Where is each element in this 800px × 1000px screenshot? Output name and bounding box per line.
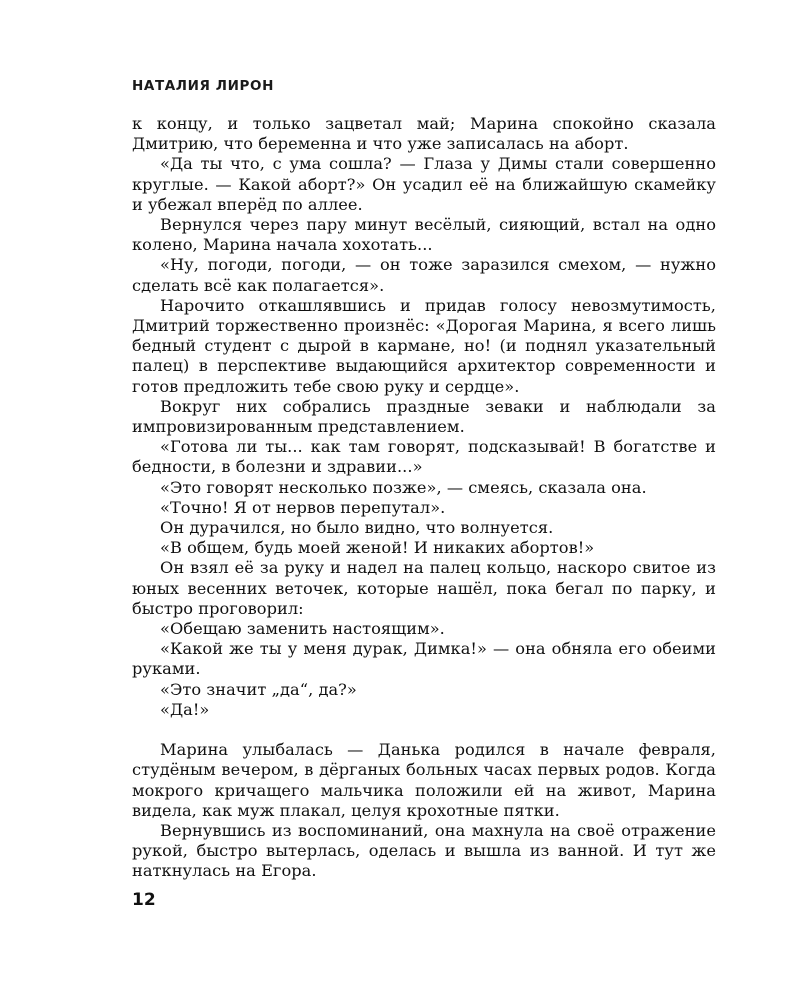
paragraph: «Да ты что, с ума сошла? — Глаза у Димы стали совершенно круглые. — Какой аборт?» Он усадил её на ближайшую скамейку и убежал вперёд по аллее.	[132, 154, 716, 214]
running-head-author: НАТАЛИЯ ЛИРОН	[132, 78, 274, 94]
paragraph: Марина улыбалась — Данька родился в начале февраля, студёным вечером, в дёрганых больных часах первых родов. Когда мокрого кричащего мальчика положили ей на живот, Марина видела, как муж плакал, целуя крохотные пятки.	[132, 740, 716, 820]
paragraph: «Это значит „да“, да?»	[160, 679, 357, 699]
paragraph: «Обещаю заменить настоящим».	[160, 619, 445, 639]
page-number: 12	[132, 890, 156, 910]
section-break	[132, 720, 716, 740]
paragraph: Нарочито откашлявшись и придав голосу невозмутимость, Дмитрий торжественно произнёс: «Дорогая Марина, я всего лишь бедный студент с дырой в кармане, но! (и поднял указательный палец) в перспективе выдающийся архитектор современности и готов предложить тебе свою руку и сердце».	[132, 295, 716, 396]
paragraph: «В общем, будь моей женой! И никаких абортов!»	[160, 538, 595, 558]
paragraph: Вокруг них собрались праздные зеваки и наблюдали за импровизированным представлением.	[132, 396, 716, 437]
paragraph: Вернувшись из воспоминаний, она махнула на своё отражение рукой, быстро вытерлась, оделась и вышла из ванной. И тут же наткнулась на Егора.	[132, 820, 716, 881]
paragraph: «Готова ли ты... как там говорят, подсказывай! В богатстве и бедности, в болезни и здравии...»	[132, 437, 716, 477]
paragraph: «Точно! Я от нервов перепутал».	[160, 497, 446, 517]
paragraph: Он дурачился, но было видно, что волнуется.	[160, 518, 554, 538]
paragraph: «Ну, погоди, погоди, — он тоже заразился смехом, — нужно сделать всё как полагается».	[132, 255, 716, 295]
paragraph: «Это говорят несколько позже», — смеясь, сказала она.	[160, 477, 647, 497]
paragraph: к концу, и только зацветал май; Марина спокойно сказала Дмитрию, что беременна и что уже записалась на аборт.	[132, 114, 716, 154]
paragraph: «Какой же ты у меня дурак, Димка!» — она обняла его обеими руками.	[132, 639, 716, 679]
paragraph: Вернулся через пару минут весёлый, сияющий, встал на одно колено, Марина начала хохотать...	[132, 215, 716, 255]
paragraph: «Да!»	[160, 699, 210, 719]
body-text	[132, 114, 716, 882]
paragraph: Он взял её за руку и надел на палец кольцо, наскоро свитое из юных весенних веточек, которые нашёл, пока бегал по парку, и быстро проговорил:	[132, 558, 716, 618]
